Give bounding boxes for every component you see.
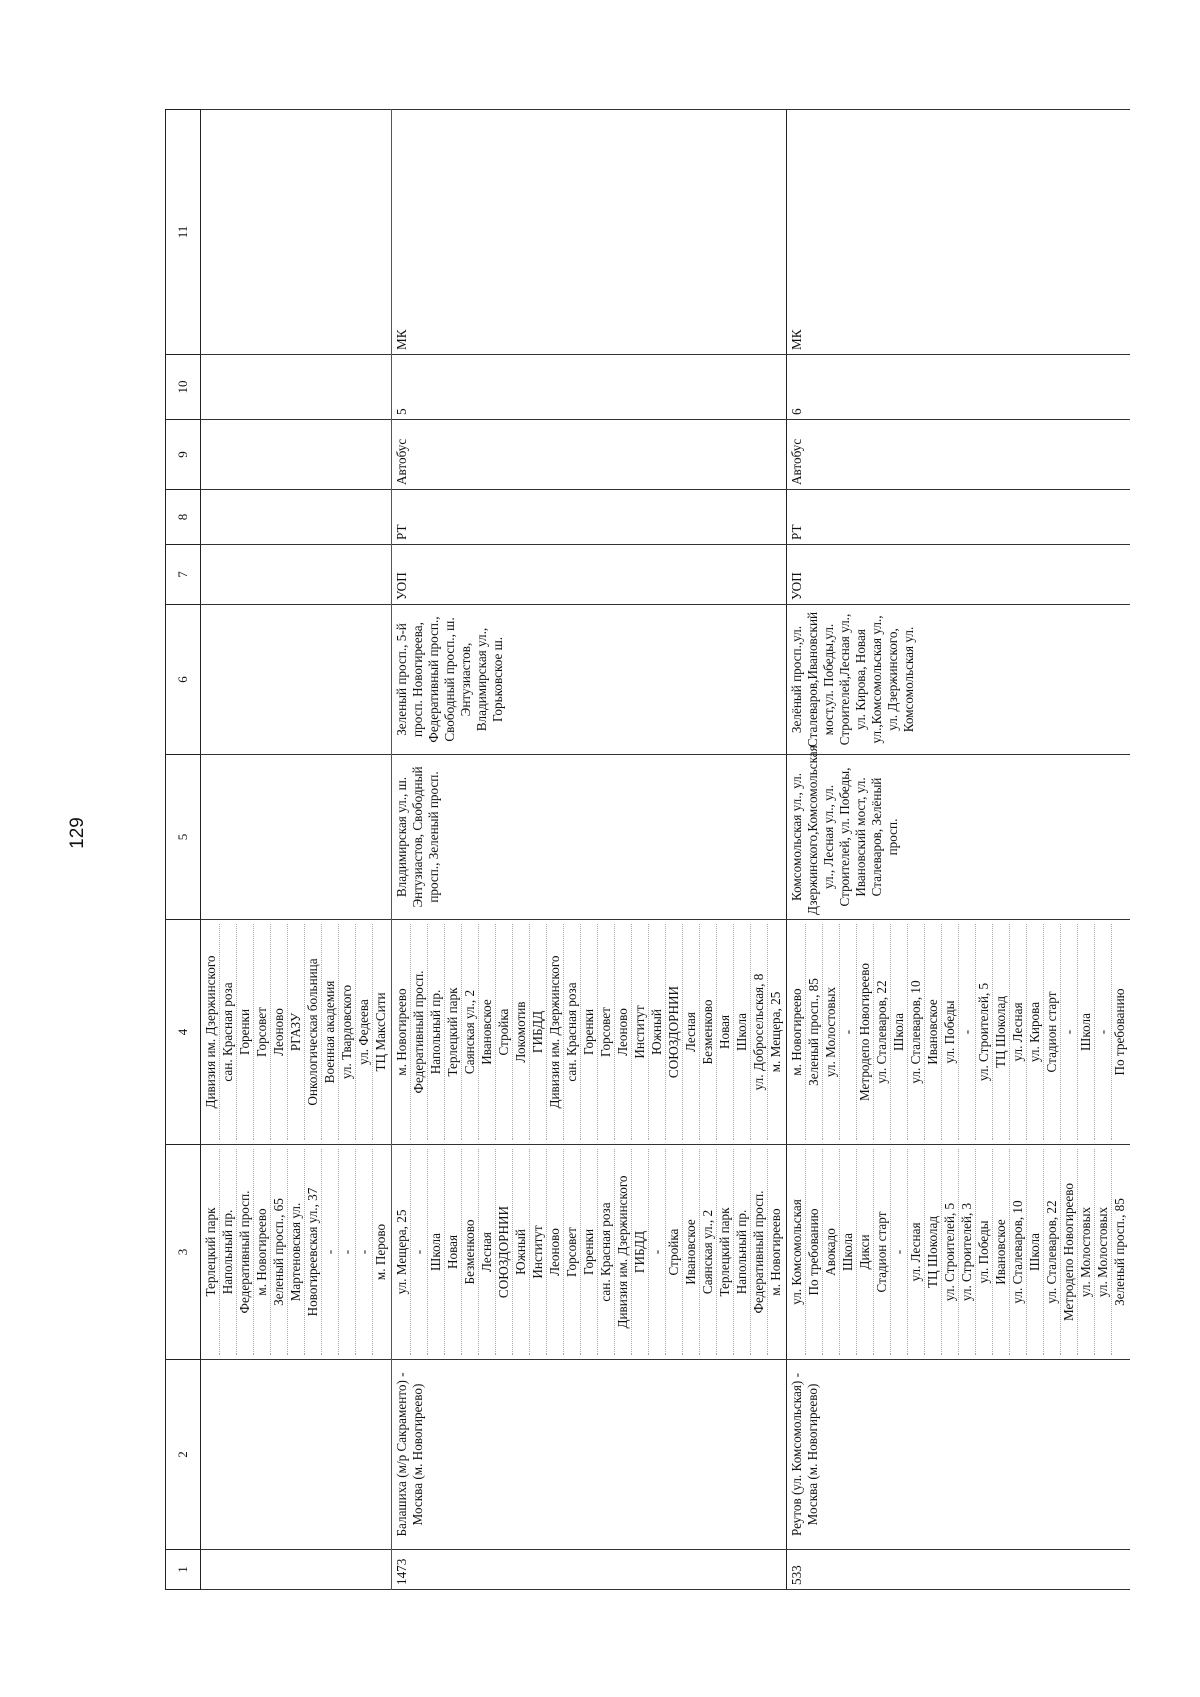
stop-item: Локомотив [513, 924, 530, 1140]
cell-11: МК [787, 110, 1131, 355]
stop-item: Школа [1027, 1149, 1044, 1355]
column-numbers-row [166, 110, 201, 1590]
stops-forward [201, 1145, 392, 1360]
stop-item: сан. Красная роза [220, 924, 237, 1140]
stop-item: Леоново [271, 924, 288, 1140]
stop-item: Ивановское [993, 1149, 1010, 1355]
col-header: 7 [166, 545, 201, 605]
stop-item: ул. Молостовых [823, 924, 840, 1140]
stop-item: ул. Комсомольская [789, 1149, 806, 1355]
stop-item: Терлецкий парк [445, 924, 462, 1140]
stop-item: ул. Сталеваров, 22 [1044, 1149, 1061, 1355]
stops-forward [787, 1145, 1131, 1360]
stop-item: ул. Добросельская, 8 [751, 924, 768, 1140]
stop-item: ул. Сталеваров, 10 [908, 924, 925, 1140]
stop-item: ул. Молостовых [1078, 1149, 1095, 1355]
cell-7 [201, 545, 392, 605]
stop-item: Горсовет [598, 924, 615, 1140]
streets-back [201, 605, 392, 755]
stop-item: - [959, 924, 976, 1140]
col-header: 3 [166, 1145, 201, 1360]
cell-9: Автобус [392, 420, 787, 490]
stop-item: СОЮЗДОРНИИ [496, 1149, 513, 1355]
stop-item: Напольный пр. [428, 924, 445, 1140]
streets-forward: Комсомольская ул., ул. Дзержинского,Комсомольская ул., Лесная ул., ул. Строителей, ул. Победы, Ивановский мост, ул. Сталеваров, Зелёный просп. [787, 755, 1131, 920]
stop-item: Горсовет [254, 924, 271, 1140]
stop-item: Школа [891, 924, 908, 1140]
stop-item: Военная академия [322, 924, 339, 1140]
stop-item: м. Мещера, 25 [768, 991, 783, 1073]
stop-item: Авокадо [823, 1149, 840, 1355]
cell-9 [201, 420, 392, 490]
streets-forward [201, 755, 392, 920]
stop-item: - [322, 1149, 339, 1355]
stop-item: Горенки [237, 924, 254, 1140]
stop-item: ул. Строителей, 5 [942, 1149, 959, 1355]
page-number: 129 [67, 817, 88, 849]
col-header: 2 [166, 1360, 201, 1550]
stop-item: Дивизия им. Дзержинского [203, 924, 220, 1140]
streets-forward: Владимирская ул., ш. Энтузиастов, Свободный просп., Зеленый просп. [392, 755, 787, 920]
cell-8: РТ [392, 490, 787, 545]
route-number: 533 [787, 1550, 1131, 1590]
stop-item: ул. Кирова [1027, 924, 1044, 1140]
stop-item: м. Новогиреево [789, 924, 806, 1140]
stop-item: Напольный пр. [220, 1149, 237, 1355]
stop-item: Федеративный просп. [237, 1149, 254, 1355]
col-header: 4 [166, 920, 201, 1145]
stop-item: Ивановское [683, 1149, 700, 1355]
stop-item: ул. Молостовых [1095, 1149, 1112, 1355]
stop-item: Институт [530, 1149, 547, 1355]
cell-11: МК [392, 110, 787, 355]
route-number: 1473 [392, 1550, 787, 1590]
stops-back [787, 920, 1131, 1145]
cell-10 [201, 355, 392, 420]
stop-item: ТЦ Шоколад [925, 1149, 942, 1355]
stop-item: ул. Лесная [1010, 924, 1027, 1140]
stop-item: Терлецкий парк [717, 1149, 734, 1355]
cell-8: РТ [787, 490, 1131, 545]
stop-item: Горенки [581, 924, 598, 1140]
stop-item: Институт [632, 924, 649, 1140]
stop-item: Метродепо Новогиреево [857, 924, 874, 1140]
stop-item: ул. Победы [976, 1149, 993, 1355]
stop-item: Леоново [547, 1149, 564, 1355]
stop-item: Новая [445, 1149, 462, 1355]
stop-item: - [356, 1149, 373, 1355]
stop-item: Горенки [581, 1149, 598, 1355]
col-header: 5 [166, 755, 201, 920]
stop-item: Саянская ул., 2 [462, 924, 479, 1140]
route-number [201, 1550, 392, 1590]
stop-item: м. Новогиреево [254, 1149, 271, 1355]
stop-item: - [891, 1149, 908, 1355]
stop-item: сан. Красная роза [598, 1149, 615, 1355]
cell-8 [201, 490, 392, 545]
stop-item: ул. Строителей, 5 [976, 924, 993, 1140]
stop-item: ГИБДД [632, 1149, 649, 1355]
stop-item: - [411, 1149, 428, 1355]
stop-item: - [1095, 924, 1112, 1140]
stop-item: - [339, 1149, 356, 1355]
stop-item: Зеленый просп., 65 [271, 1149, 288, 1355]
stop-item: м. Новогиреево [768, 1208, 783, 1296]
stop-item: Лесная [479, 1149, 496, 1355]
stop-item: ТЦ Шоколад [993, 924, 1010, 1140]
stop-item: Безменково [462, 1149, 479, 1355]
cell-10: 5 [392, 355, 787, 420]
route-name: Балашиха (м/р Сакраменто) - Москва (м. Новогиреево) [392, 1360, 787, 1550]
stop-item: Новогиреевская ул., 37 [305, 1149, 322, 1355]
stop-item: Саянская ул., 2 [700, 1149, 717, 1355]
stop-item: Дивизия им. Дзержинского [615, 1149, 632, 1355]
stop-item: Онкологическая больница [305, 924, 322, 1140]
stop-item: Ивановское [925, 924, 942, 1140]
stop-item: По требованию [806, 1149, 823, 1355]
stop-item: Федеративный просп. [411, 924, 428, 1140]
streets-back: Зеленый просп., 5-й просп. Новогиреева, Федеративный просп., Свободный просп., ш. Энтузиастов, Владимирская ул., Горьковское ш. [392, 605, 787, 755]
stop-item: Школа [1078, 924, 1095, 1140]
col-header: 6 [166, 605, 201, 755]
route-name [201, 1360, 392, 1550]
stop-item: ул. Сталеваров, 10 [1010, 1149, 1027, 1355]
stop-item: Школа [840, 1149, 857, 1355]
stop-item: Безменково [700, 924, 717, 1140]
stop-item: ул. Лесная [908, 1149, 925, 1355]
stop-item: Зеленый просп., 85 [806, 924, 823, 1140]
cell-7: УОП [787, 545, 1131, 605]
stop-item: ул. Победы [942, 924, 959, 1140]
cell-10: 6 [787, 355, 1131, 420]
cell-11 [201, 110, 392, 355]
stop-item: ул. Строителей, 3 [959, 1149, 976, 1355]
stop-item: ГИБДД [530, 924, 547, 1140]
stop-item: м. Новогиреево [394, 924, 411, 1140]
stops-back [201, 920, 392, 1145]
stop-item: Школа [428, 1149, 445, 1355]
col-header: 1 [166, 1550, 201, 1590]
stop-item: Мартеновская ул. [288, 1149, 305, 1355]
stops-forward [392, 1145, 787, 1360]
stop-item: Стадион старт [874, 1149, 891, 1355]
col-header: 11 [166, 110, 201, 355]
stop-item: Горсовет [564, 1149, 581, 1355]
stop-item: ул. Федеева [356, 924, 373, 1140]
table-row [201, 110, 392, 1590]
stop-item: Южный [513, 1149, 530, 1355]
col-header: 8 [166, 490, 201, 545]
stop-item: ТЦ МаксСити [373, 992, 388, 1072]
stop-item: По требованию [1112, 988, 1127, 1076]
stop-item: - [840, 924, 857, 1140]
stop-item: Южный [649, 924, 666, 1140]
stop-item: РГАЗУ [288, 924, 305, 1140]
stop-item: Лесная [683, 924, 700, 1140]
stop-item: Стадион старт [1044, 924, 1061, 1140]
stop-item: сан. Красная роза [564, 924, 581, 1140]
routes-table [165, 109, 1130, 1590]
cell-9: Автобус [787, 420, 1131, 490]
stop-item: Напольный пр. [734, 1149, 751, 1355]
stop-item: Метродепо Новогиреево [1061, 1149, 1078, 1355]
stop-item: Новая [717, 924, 734, 1140]
route-name: Реутов (ул. Комсомольская) - Москва (м. Новогиреево) [787, 1360, 1131, 1550]
stop-item: Стройка [666, 1149, 683, 1355]
table-row [392, 110, 787, 1590]
stop-item: СОЮЗДОРНИИ [666, 924, 683, 1140]
stop-item: ул. Твардовского [339, 924, 356, 1140]
stop-item: ул. Сталеваров, 22 [874, 924, 891, 1140]
stop-item: Ивановское [479, 924, 496, 1140]
stop-item: ул. Мещера, 25 [394, 1149, 411, 1355]
col-header: 9 [166, 420, 201, 490]
table-row [787, 110, 1131, 1590]
stop-item: Терлецкий парк [203, 1149, 220, 1355]
stop-item: Зеленый просп., 85 [1112, 1198, 1127, 1306]
col-header: 10 [166, 355, 201, 420]
stop-item: Стройка [496, 924, 513, 1140]
stop-item: Дикси [857, 1149, 874, 1355]
stop-item: Федеративный просп. [751, 1149, 768, 1355]
streets-back: Зелёный просп.,ул. Сталеваров,Ивановский мост,ул. Победы,ул. Строителей,Лесная ул., ул. Кирова, Новая ул.,Комсомольская ул., ул. Дзержинского, Комсомольская ул. [787, 605, 1131, 755]
stop-item: Дивизия им. Дзержинского [547, 924, 564, 1140]
stop-item: - [1061, 924, 1078, 1140]
stop-item: Леоново [615, 924, 632, 1140]
document-sheet [165, 110, 1125, 1590]
stop-item: - [649, 1149, 666, 1355]
stop-item: м. Перово [373, 1223, 388, 1281]
cell-7: УОП [392, 545, 787, 605]
stops-back [392, 920, 787, 1145]
stop-item: Школа [734, 924, 751, 1140]
